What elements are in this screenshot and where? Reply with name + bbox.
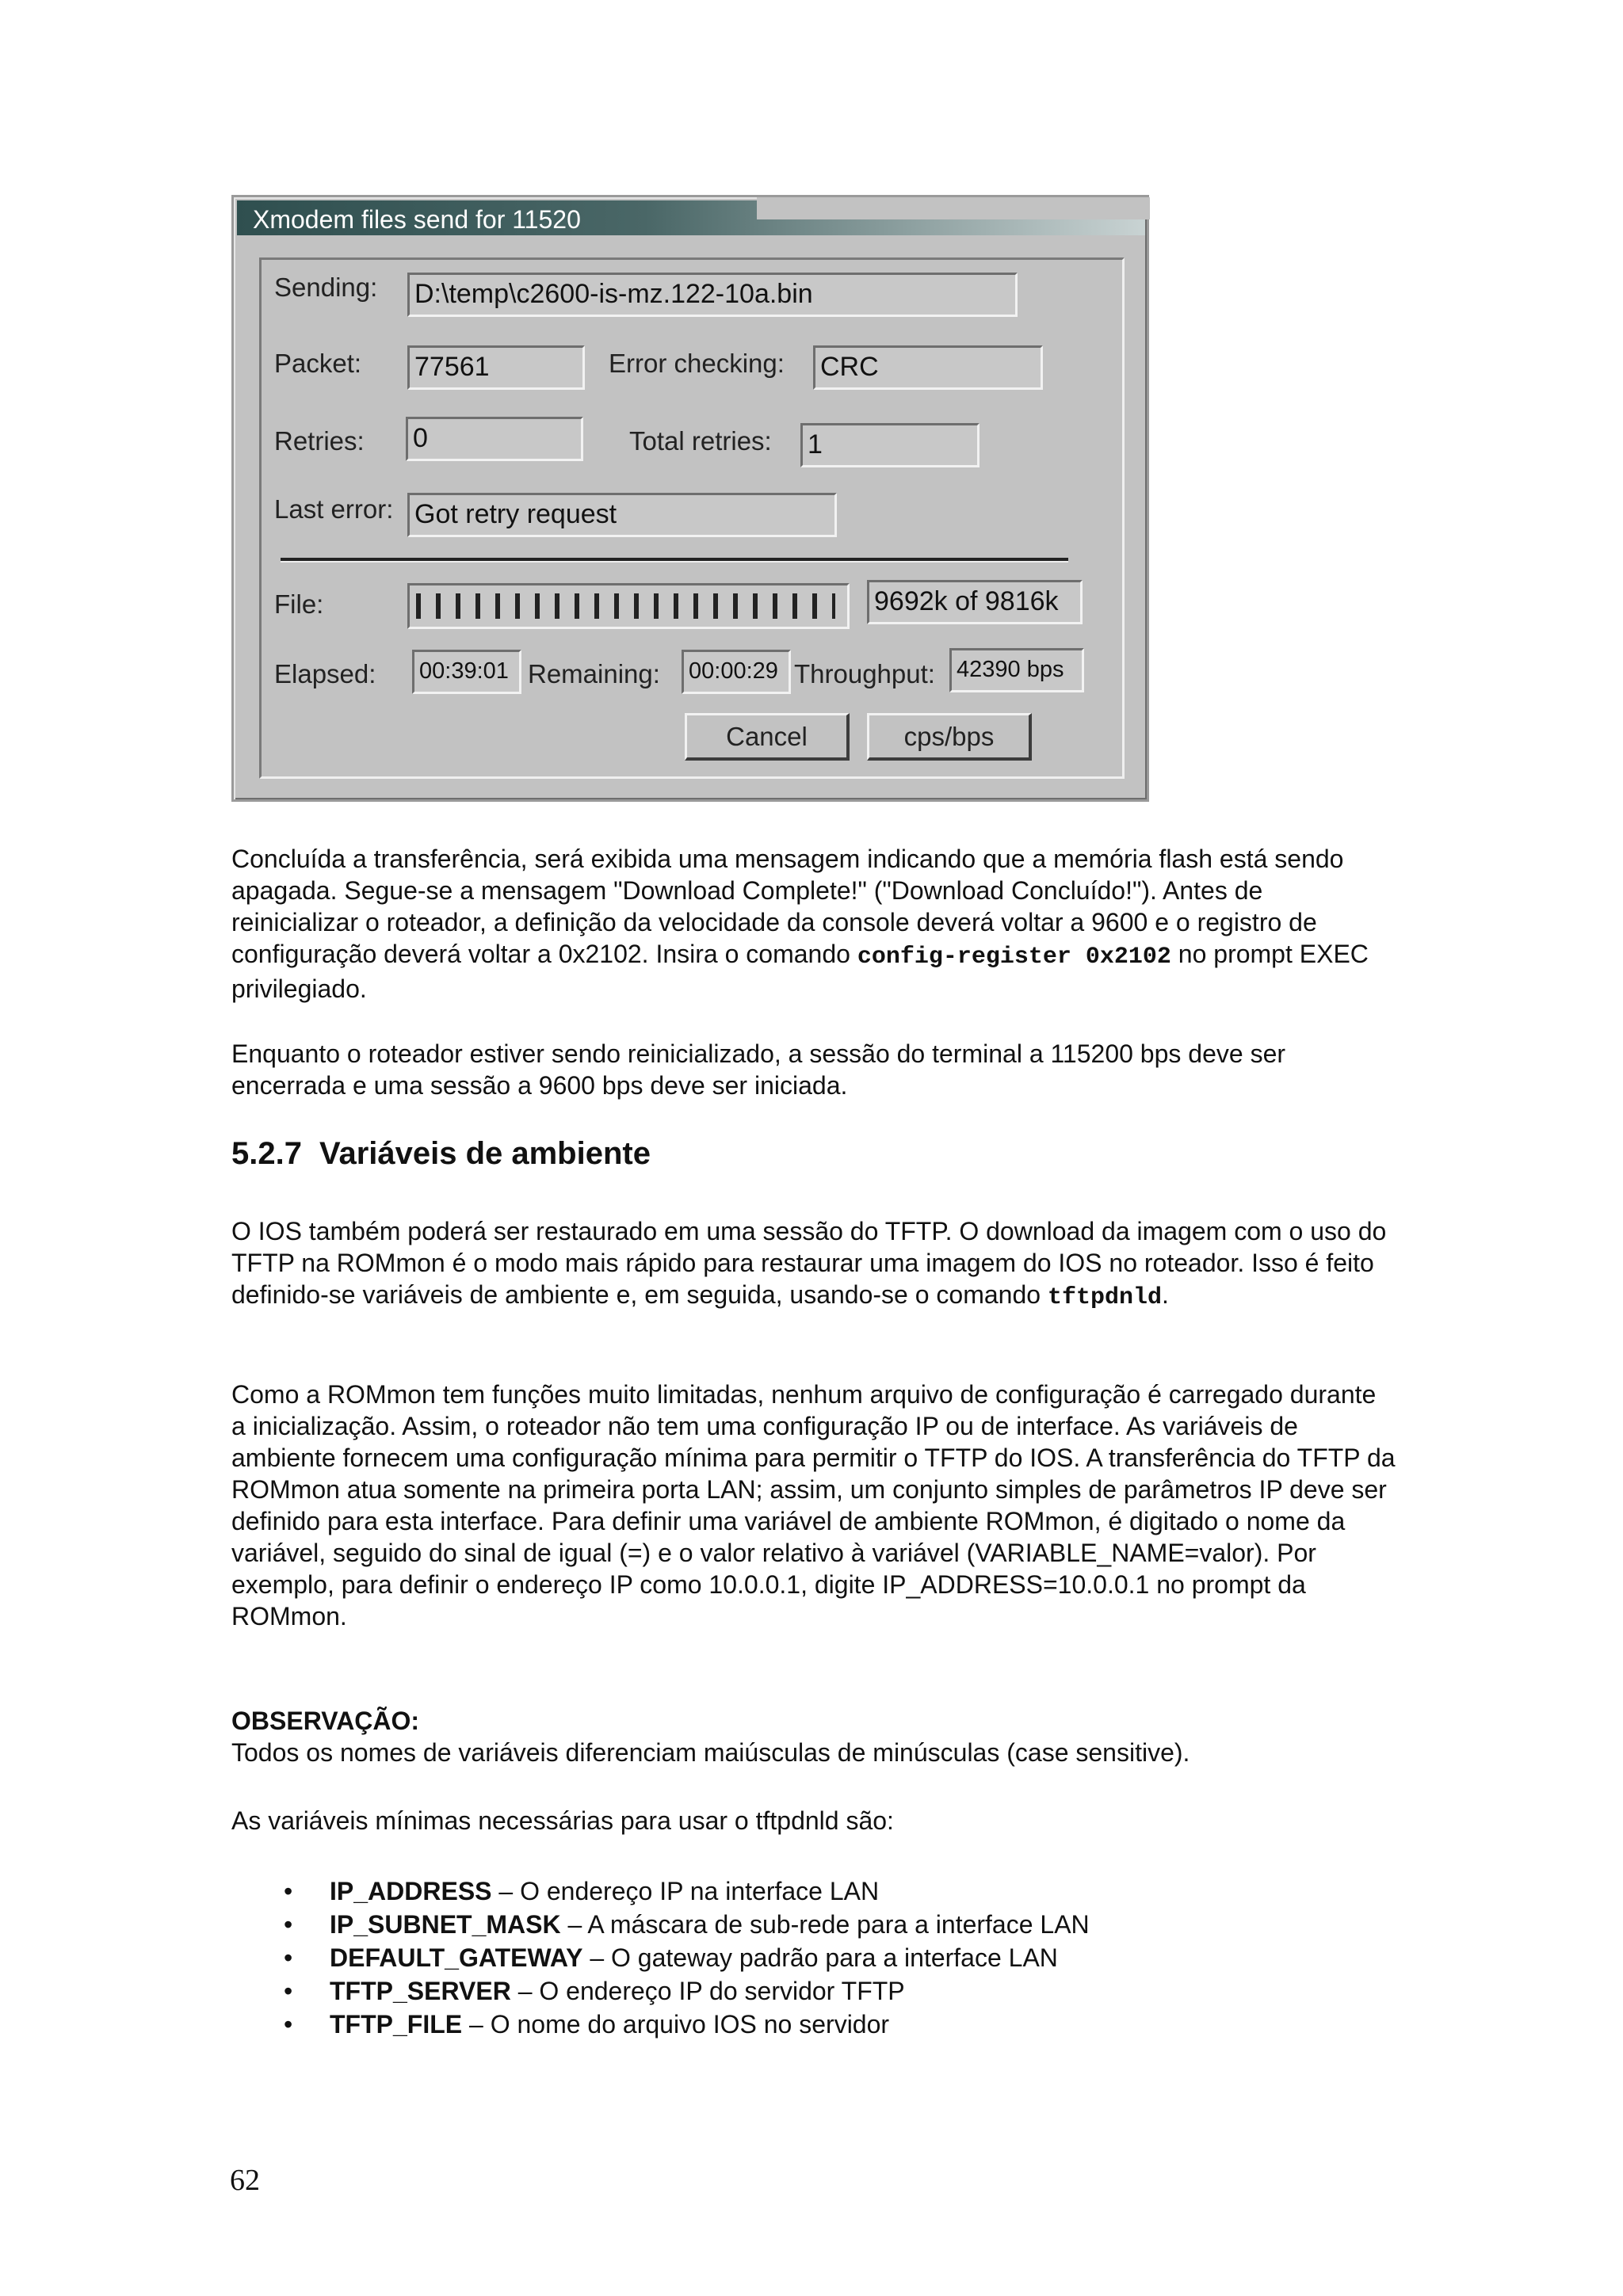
bullet-icon: •: [284, 2010, 293, 2039]
var-desc: – O gateway padrão para a interface LAN: [582, 1943, 1058, 1972]
error-checking-field: CRC: [813, 345, 1043, 390]
paragraph-transfer-complete: [231, 843, 1396, 1005]
last-error-label: Last error:: [274, 494, 394, 524]
sending-field: D:\temp\c2600-is-mz.122-10a.bin: [407, 273, 1018, 317]
p3-text-end: .: [1161, 1280, 1169, 1309]
p1-command: config-register 0x2102: [857, 944, 1171, 971]
note-title: OBSERVAÇÃO:: [231, 1707, 420, 1735]
dialog-title: Xmodem files send for 11520: [253, 205, 581, 234]
var-name: TFTP_SERVER: [330, 1977, 511, 2005]
note-block: [231, 1705, 1396, 1768]
list-item: [231, 2008, 1090, 2041]
packet-label: Packet:: [274, 349, 362, 378]
total-retries-field: 1: [800, 423, 980, 467]
var-desc: – O endereço IP na interface LAN: [491, 1877, 880, 1905]
var-desc: – A máscara de sub-rede para a interface LAN: [560, 1910, 1090, 1939]
paragraph-tftp-restore: [231, 1215, 1396, 1314]
list-item: [231, 1908, 1090, 1941]
p3-text: O IOS também poderá ser restaurado em uma sessão do TFTP. O download da imagem com o uso do TFTP na ROMmon é o modo mais rápido para restaurar uma imagem do IOS no roteador. Isso é feito definido-se variáveis de ambiente e, em seguida, usando-se o comando: [231, 1217, 1387, 1309]
cancel-button[interactable]: Cancel: [685, 713, 850, 761]
note-text: Todos os nomes de variáveis diferenciam maiúsculas de minúsculas (case sensitive).: [231, 1738, 1190, 1767]
throughput-label: Throughput:: [794, 659, 935, 688]
sending-label: Sending:: [274, 273, 378, 302]
paragraph-rommon: Como a ROMmon tem funções muito limitadas, nenhum arquivo de configuração é carregado durante a inicialização. Assim, o roteador não tem uma configuração IP ou de interface. As variáveis de ambiente fornecem uma configuração mínima para permitir o TFTP do IOS. A transferência do TFTP da ROMmon atua somente na primeira porta LAN; assim, um conjunto simples de parâmetros IP deve ser definido para esta interface. Para definir uma variável de ambiente ROMmon, é digitado o nome da variável, seguido do sinal de igual (=) e o valor relativo à variável (VARIABLE_NAME=valor). Por exemplo, para definir o endereço IP como 10.0.0.1, digite IP_ADDRESS=10.0.0.1 no prompt da ROMmon.: [231, 1380, 1396, 1630]
bullet-icon: •: [284, 1877, 293, 1905]
file-progress-bar: [407, 583, 850, 629]
bullet-icon: •: [284, 1943, 293, 1972]
dialog-divider: [281, 558, 1068, 563]
titlebar-notch: [757, 197, 1150, 219]
throughput-field: 42390 bps: [949, 648, 1084, 692]
error-checking-label: Error checking:: [609, 349, 785, 378]
file-progress-fill: [416, 593, 835, 619]
paragraph-reboot: Enquanto o roteador estiver sendo reinicializado, a sessão do terminal a 115200 bps deve ser encerrada e uma sessão a 9600 bps deve ser iniciada.: [231, 1039, 1286, 1100]
page-number: 62: [230, 2164, 260, 2197]
variables-list: [231, 1875, 1090, 2041]
retries-label: Retries:: [274, 426, 365, 456]
file-label: File:: [274, 589, 324, 619]
section-number: 5.2.7: [231, 1136, 302, 1171]
total-retries-label: Total retries:: [629, 426, 772, 456]
bullet-icon: •: [284, 1977, 293, 2005]
var-name: IP_SUBNET_MASK: [330, 1910, 561, 1939]
cps-bps-button[interactable]: cps/bps: [867, 713, 1032, 761]
p1-text-end: no prompt EXEC privilegiado.: [231, 940, 1369, 1003]
var-name: IP_ADDRESS: [330, 1877, 492, 1905]
bullet-icon: •: [284, 1910, 293, 1939]
paragraph-min-vars: As variáveis mínimas necessárias para usar o tftpdnld são:: [231, 1806, 894, 1835]
list-item: [231, 1875, 1090, 1908]
var-name: TFTP_FILE: [330, 2010, 463, 2039]
retries-field: 0: [406, 417, 583, 461]
var-name: DEFAULT_GATEWAY: [330, 1943, 583, 1972]
elapsed-label: Elapsed:: [274, 659, 376, 688]
var-desc: – O nome do arquivo IOS no servidor: [462, 2010, 890, 2039]
p3-command: tftpdnld: [1047, 1284, 1162, 1311]
elapsed-field: 00:39:01: [412, 650, 521, 694]
remaining-field: 00:00:29: [682, 650, 791, 694]
remaining-label: Remaining:: [528, 659, 660, 688]
list-item: [231, 1974, 1090, 2008]
list-item: [231, 1941, 1090, 1974]
var-desc: – O endereço IP do servidor TFTP: [510, 1977, 905, 2005]
packet-field: 77561: [407, 345, 585, 390]
file-size-field: 9692k of 9816k: [867, 580, 1083, 624]
last-error-field: Got retry request: [407, 493, 837, 537]
section-title: Variáveis de ambiente: [319, 1136, 651, 1171]
section-heading: [231, 1136, 651, 1172]
p1-text: Concluída a transferência, será exibida uma mensagem indicando que a memória flash está sendo apagada. Segue-se a mensagem "Download Complete!" ("Download Concluído!"). Antes de reinicializar o roteador, a definição da velocidade da console deverá voltar a 9600 e o registro de configuração deverá voltar a 0x2102. Insira o comando: [231, 845, 1344, 968]
